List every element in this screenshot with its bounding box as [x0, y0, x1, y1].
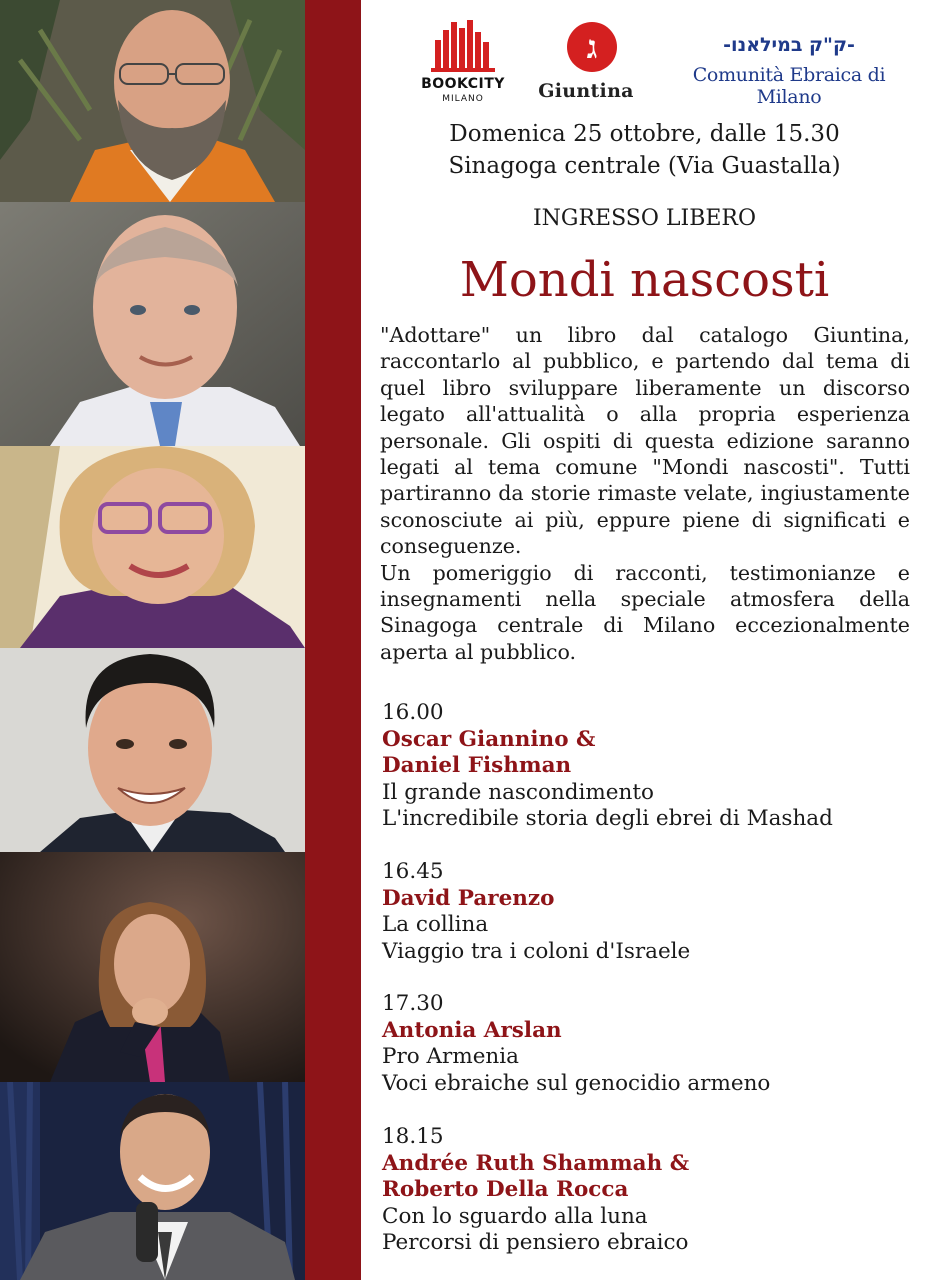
- schedule-speaker: Daniel Fishman: [382, 753, 572, 778]
- schedule-speaker: Andrée Ruth Shammah &: [382, 1150, 690, 1176]
- schedule-speaker: David Parenzo: [382, 885, 555, 911]
- photo-speaker-2: [0, 202, 305, 446]
- event-venue: Sinagoga centrale (Via Guastalla): [448, 153, 841, 179]
- schedule-speaker: Roberto Della Rocca: [382, 1177, 629, 1202]
- schedule-item: [382, 1124, 912, 1257]
- giuntina-name: Giuntina: [538, 80, 634, 102]
- bookcity-name: BOOKCITY: [421, 76, 505, 92]
- schedule-time: 16.45: [382, 859, 444, 884]
- ceb-name: Comunità Ebraica di Milano: [692, 64, 886, 108]
- schedule-book-title: Con lo sguardo alla luna: [382, 1203, 648, 1229]
- photo-speaker-3: [0, 446, 305, 648]
- schedule-item: [382, 700, 912, 833]
- schedule-book-subtitle: Viaggio tra i coloni d'Israele: [382, 938, 691, 964]
- event-date-venue: [372, 118, 917, 182]
- photo-speaker-4: [0, 648, 305, 852]
- photo-speaker-1: [0, 0, 305, 202]
- event-description: [380, 322, 910, 665]
- bookcity-logo: [417, 18, 509, 108]
- description-paragraph-1: "Adottare" un libro dal catalogo Giuntina, raccontarlo al pubblico, e partendo dal tema di quel libro sviluppare liberamente un discorso legato all'attualità o alla propria esperienza personale. Gli ospiti di questa edizione saranno legati al tema comune "Mondi nascosti". Tutti partiranno da storie rimaste velate, ingiustamente sconosciute ai più, eppure piene di significati e conseguenze.: [380, 323, 910, 559]
- schedule-time: 18.15: [382, 1124, 444, 1149]
- schedule-book-subtitle: L'incredibile storia degli ebrei di Mashad: [382, 806, 833, 831]
- event-date: Domenica 25 ottobre, dalle 15.30: [449, 121, 840, 147]
- description-paragraph-2: Un pomeriggio di racconti, testimonianze e insegnamenti nella speciale atmosfera della Sinagoga centrale di Milano eccezionalmente aperta al pubblico.: [380, 560, 910, 664]
- ceb-hebrew-name: -ק"ק במילאנו-: [723, 34, 855, 56]
- schedule-item: [382, 859, 912, 965]
- photo-speaker-6: [0, 1082, 305, 1280]
- schedule-speaker: Oscar Giannino &: [382, 726, 596, 752]
- bookcity-city: MILANO: [442, 94, 484, 104]
- event-title: Mondi nascosti: [459, 252, 830, 308]
- schedule-time: 16.00: [382, 700, 444, 725]
- schedule-item: [382, 991, 912, 1097]
- schedule-book-title: Il grande nascondimento: [382, 779, 654, 805]
- photo-speaker-5: [0, 852, 305, 1082]
- schedule-book-subtitle: Percorsi di pensiero ebraico: [382, 1230, 689, 1255]
- schedule-book-subtitle: Voci ebraiche sul genocidio armeno: [382, 1070, 771, 1096]
- decorative-red-band: [305, 0, 361, 1280]
- speaker-photo-column: [0, 0, 305, 1280]
- schedule-book-title: Pro Armenia: [382, 1044, 519, 1069]
- schedule-book-title: La collina: [382, 912, 489, 937]
- giuntina-mark-icon: ג: [567, 22, 617, 72]
- comunita-ebraica-logo: [660, 34, 918, 108]
- giuntina-logo: [536, 20, 636, 108]
- bookcity-books-icon: [417, 18, 509, 74]
- schedule-speaker: Antonia Arslan: [382, 1017, 562, 1043]
- admission-notice: INGRESSO LIBERO: [532, 206, 757, 231]
- schedule-time: 17.30: [382, 991, 444, 1016]
